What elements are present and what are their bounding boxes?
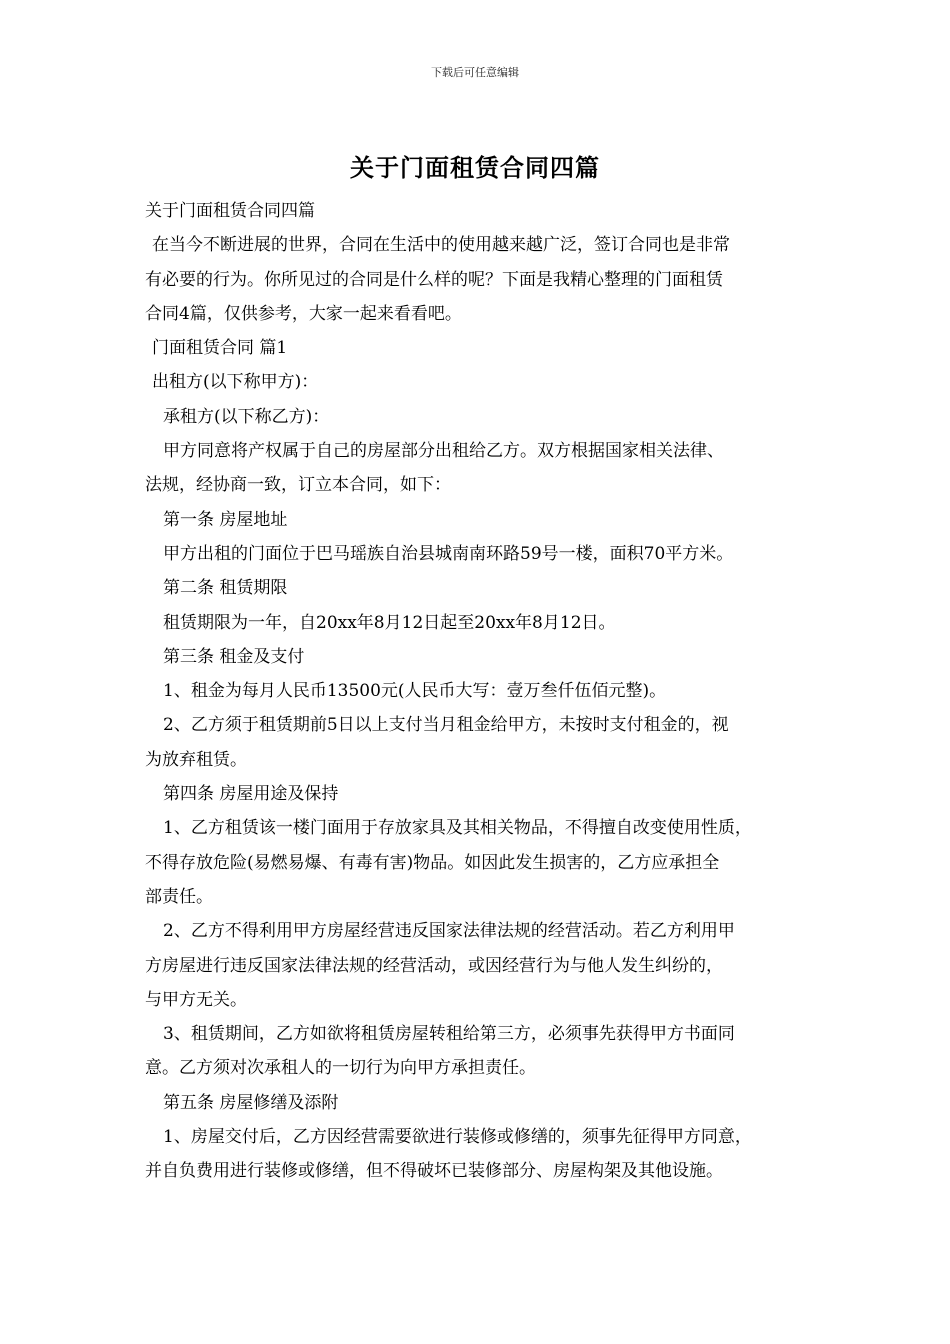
body-line: 甲方同意将产权属于自己的房屋部分出租给乙方。双方根据国家相关法律、 bbox=[163, 441, 724, 462]
body-line: 为放弃租赁。 bbox=[145, 749, 247, 770]
body-line: 不得存放危险(易燃易爆、有毒有害)物品。如因此发生损害的，乙方应承担全 bbox=[145, 852, 720, 873]
clause-heading: 第一条 房屋地址 bbox=[163, 509, 288, 530]
body-line: 意。乙方须对次承租人的一切行为向甲方承担责任。 bbox=[145, 1058, 536, 1079]
intro-line: 合同4篇，仅供参考，大家一起来看看吧。 bbox=[145, 303, 462, 324]
body-line: 部责任。 bbox=[145, 886, 213, 907]
document-title: 关于门面租赁合同四篇 bbox=[350, 153, 600, 182]
body-line: 1、房屋交付后，乙方因经营需要欲进行装修或修缮的，须事先征得甲方同意， bbox=[163, 1127, 752, 1148]
clause-heading: 第五条 房屋修缮及添附 bbox=[163, 1092, 339, 1113]
body-line: 2、乙方不得利用甲方房屋经营违反国家法律法规的经营活动。若乙方利用甲 bbox=[163, 921, 735, 942]
body-line: 2、乙方须于租赁期前5日以上支付当月租金给甲方，未按时支付租金的，视 bbox=[163, 715, 729, 736]
clause-heading: 第二条 租赁期限 bbox=[163, 578, 288, 599]
body-line: 租赁期限为一年，自20xx年8月12日起至20xx年8月12日。 bbox=[163, 612, 616, 633]
party-line-lessee: 承租方(以下称乙方)： bbox=[163, 406, 330, 427]
page-header-note: 下载后可任意编辑 bbox=[431, 66, 519, 79]
clause-heading: 第三条 租金及支付 bbox=[163, 646, 305, 667]
body-line: 甲方出租的门面位于巴马瑶族自治县城南南环路59号一楼，面积70平方米。 bbox=[163, 543, 734, 564]
body-line: 方房屋进行违反国家法律法规的经营活动，或因经营行为与他人发生纠纷的， bbox=[145, 955, 723, 976]
party-line-lessor: 出租方(以下称甲方)： bbox=[152, 372, 319, 393]
section-heading: 门面租赁合同 篇1 bbox=[152, 338, 288, 359]
intro-line: 有必要的行为。你所见过的合同是什么样的呢？下面是我精心整理的门面租赁 bbox=[145, 269, 723, 290]
body-line: 1、租金为每月人民币13500元(人民币大写：壹万叁仟伍佰元整)。 bbox=[163, 681, 667, 702]
body-line: 1、乙方租赁该一楼门面用于存放家具及其相关物品，不得擅自改变使用性质， bbox=[163, 818, 752, 839]
document-body bbox=[145, 194, 810, 1189]
body-line: 与甲方无关。 bbox=[145, 989, 247, 1010]
intro-line: 在当今不断进展的世界，合同在生活中的使用越来越广泛，签订合同也是非常 bbox=[152, 235, 730, 256]
clause-heading: 第四条 房屋用途及保持 bbox=[163, 784, 339, 805]
body-line: 3、租赁期间，乙方如欲将租赁房屋转租给第三方，必须事先获得甲方书面同 bbox=[163, 1024, 735, 1045]
subtitle-line: 关于门面租赁合同四篇 bbox=[145, 201, 315, 221]
body-line: 并自负费用进行装修或修缮，但不得破坏已装修部分、房屋构架及其他设施。 bbox=[145, 1161, 723, 1182]
body-line: 法规，经协商一致，订立本合同，如下： bbox=[145, 475, 451, 496]
